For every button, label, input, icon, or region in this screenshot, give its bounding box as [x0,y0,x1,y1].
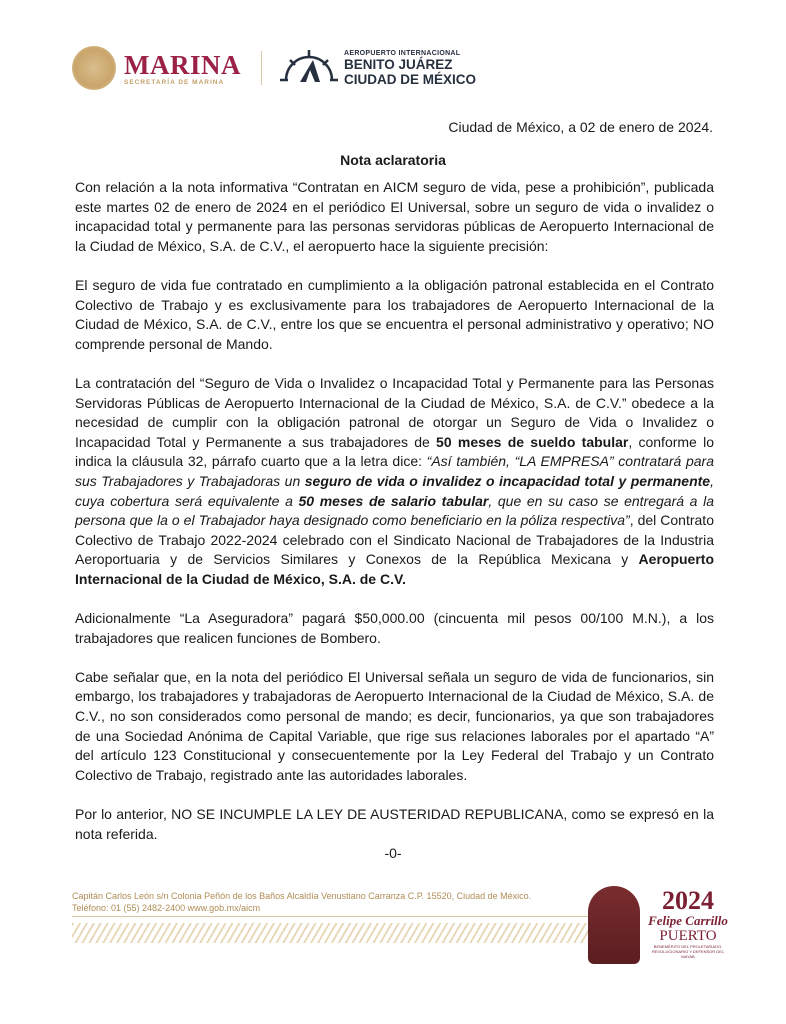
text-run: Con relación a la nota informativa “Contratan en AICM seguro de vida, pese a prohibición”, publicada este martes 02 de enero de 2024 en el periódico El Universal, sobre un seguro de vida o invalidez o incapacidad total y permanente para las personas servidoras públicas de Aeropuerto Internacional de la Ciudad de México, S.A. de C.V., el aeropuerto hace la siguiente precisión: [75,179,714,254]
marina-logo: MARINA SECRETARÍA DE MARINA [124,49,241,86]
paragraph [75,805,714,844]
aicm-logo: AEROPUERTO INTERNACIONAL BENITO JUÁREZ CIUDAD DE MÉXICO [344,49,477,87]
paragraph [75,668,714,786]
text-run: , cuya cobertura será equivalente a [75,472,714,509]
letterhead [72,42,476,94]
aicm-helm-icon [280,48,338,88]
paragraph [75,276,714,354]
text-run: , que en su caso se entregará a la persona que la o el Trabajador haya designado como beneficiario en la póliza respectiva” [75,492,714,529]
text-run: La contratación del “Seguro de Vida o Invalidez o Incapacidad Total y Permanente para las Personas Servidoras Públicas de Aeropuerto Internacional de la Ciudad de México, S.A. de C.V.” obedece a la necesidad de cumplir con la obligación patronal de otorgar un Seguro de Vida o Invalidez o Incapacidad Total y Permanente a sus trabajadores de [75,374,714,450]
document-date: Ciudad de México, a 02 de enero de 2024. [448,119,713,135]
text-run: Aeropuerto Internacional de la Ciudad de México, S.A. de C.V. [75,551,714,587]
text-run: “Así también, “LA EMPRESA” contratará para sus Trabajadores y Trabajadoras un [75,453,714,489]
text-run: Cabe señalar que, en la nota del periódico El Universal señala un seguro de vida de funcionarios, sin embargo, los trabajadores y trabajadoras de Aeropuerto Internacional de la Ciudad de México, S.A. de C.V., no son considerados como personal de mando; es decir, funcionarios, ya que son trabajadores de una Sociedad Anónima de Capital Variable, que rige sus relaciones laborales por el apartado “A” del artículo 123 Constitucional y consecuentemente por la Ley Federal del Trabajo y un Contrato Colectivo de Trabajo, registrado ante las autoridades laborales. [75,668,714,783]
text-run: Por lo anterior, NO SE INCUMPLE LA LEY DE AUSTERIDAD REPUBLICANA, como se expresó en la nota referida. [75,806,714,842]
paragraph [75,178,714,256]
document-body [75,178,714,864]
paragraph [75,609,714,648]
footer-divider [72,916,592,917]
paragraph [75,374,714,590]
footer-ornament [72,923,592,943]
national-seal-icon [72,46,116,90]
logo-divider [261,51,262,85]
text-run: seguro de vida o invalidez o incapacidad total y permanente [304,472,711,489]
text-run: 50 meses de sueldo tabular [436,433,629,450]
text-run: Adicionalmente “La Aseguradora” pagará $50,000.00 (cincuenta mil pesos 00/100 M.N.), a los trabajadores que realicen funciones de Bombero. [75,610,714,646]
end-mark: -0- [384,845,402,861]
document-title: Nota aclaratoria [340,152,446,168]
year-logo: 2024 Felipe Carrillo PUERTO BENEMÉRITO DEL PROLETARIADO, REVOLUCIONARIO Y DEFENSOR DEL MAYAB [648,886,728,959]
felipe-carrillo-portrait [588,886,640,964]
text-run: 50 meses de salario tabular [298,492,489,509]
text-run: , conforme lo indica la cláusula 32, párrafo cuarto que a la letra dice: [75,433,714,470]
footer-address: Capitán Carlos León s/n Colonia Peñón de los Baños Alcaldía Venustiano Carranza C.P. 15520, Ciudad de México. Teléfono: 01 (55) 2482-2400 www.gob.mx/aicm [72,891,532,913]
text-run: , del Contrato Colectivo de Trabajo 2022-2024 celebrado con el Sindicato Nacional de Trabajadores de la Industria Aeroportuaria y de Servicios Similares y Conexos de la República Mexicana y [75,512,714,568]
text-run: El seguro de vida fue contratado en cumplimiento a la obligación patronal establecida en el Contrato Colectivo de Trabajo y es exclusivamente para los trabajadores de Aeropuerto Internacional de la Ciudad de México, S.A. de C.V., entre los que se encuentra el personal administrativo y operativo; NO comprende personal de Mando. [75,276,714,352]
